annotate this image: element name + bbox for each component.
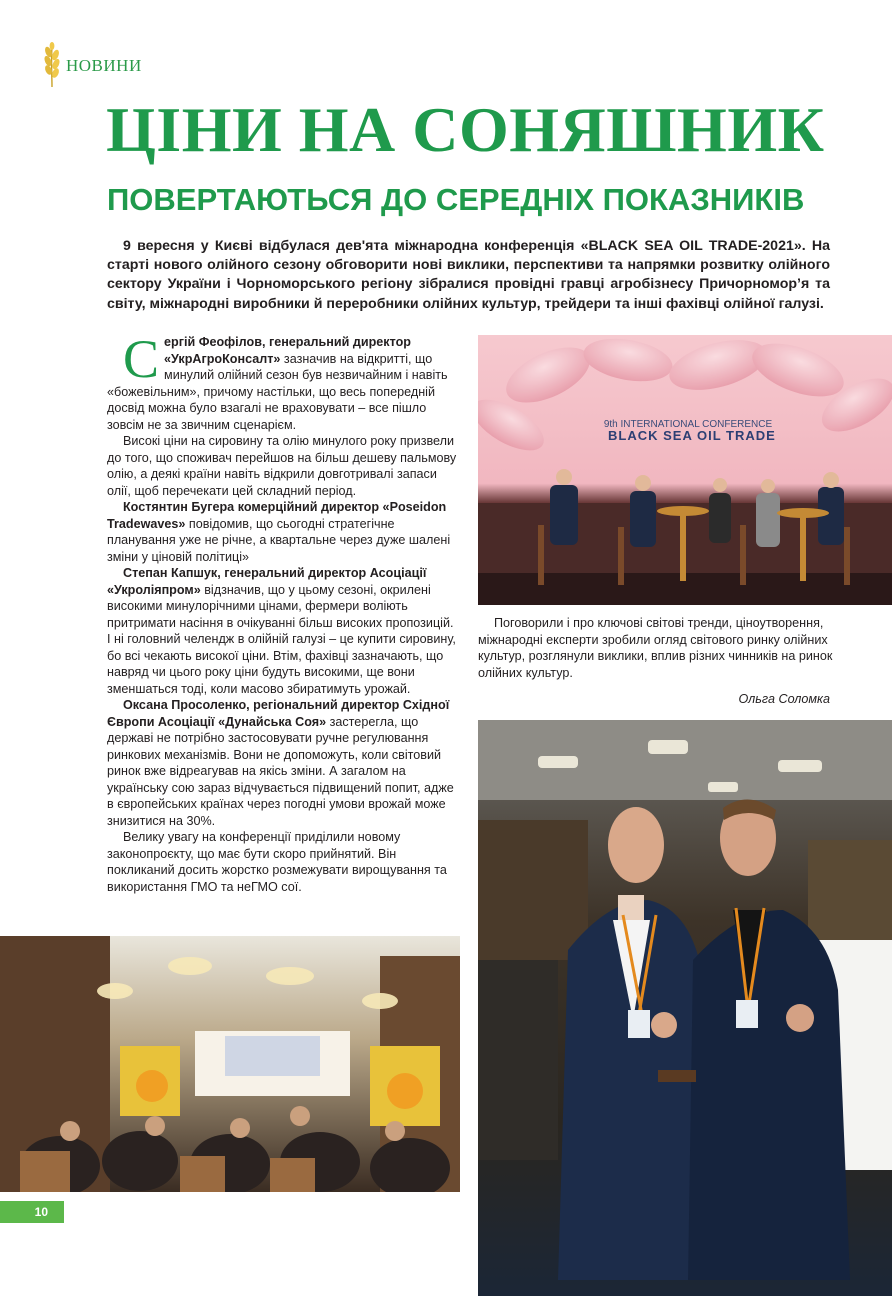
article-body: [107, 329, 460, 895]
banner-line-1: 9th INTERNATIONAL CONFERENCE: [603, 419, 773, 430]
photo-caption: [478, 615, 838, 681]
article-title: ЦІНИ НА СОНЯШНИК: [106, 94, 825, 165]
paragraph-text: повідомив, що сьогодні стратегічне планування уже не річне, а квартальне через дуже шалені зміни у ціновій політиці»: [107, 516, 451, 564]
body-paragraph-5: [107, 697, 460, 829]
section-tag: [40, 42, 142, 88]
lead-paragraph: 9 вересня у Києві відбулася дев'ята міжнародна конференція «BLACK SEA OIL TRADE-2021». На старті нового олійного сезону обговорити нові виклики, перспективи та напрямки розвитку олійного сектору України і Чорноморського регіону зібралися провідні гравці агробізнесу Причорномор’я та світу, міжнародні виробники й переробники олійних культур, трейдери та інші фахівці олійної галузі.: [107, 238, 830, 312]
banner-line-2: BLACK SEA OIL TRADE: [608, 428, 776, 443]
participants-photo: [478, 720, 892, 1296]
speaker-name: Костянтин Бугера комерційний директор «Poseidon Tradewaves»: [107, 500, 447, 531]
body-paragraph-1: [107, 329, 460, 433]
body-paragraph-3: [107, 499, 460, 565]
body-paragraph-4: [107, 565, 460, 697]
conference-stage-photo: [478, 335, 892, 605]
speaker-name: ергій Феофілов, генеральний директор «УкрАгроКонсалт»: [164, 335, 411, 366]
page-number: 10: [0, 1201, 64, 1223]
conference-hall-photo: [0, 936, 460, 1192]
speaker-name: Оксана Просоленко, регіональний директор Східної Європи Асоціації «Дунайська Соя»: [107, 698, 450, 729]
speaker-name: Степан Капшук, генеральний директор Асоціації «Укроліяпром»: [107, 566, 427, 597]
paragraph-text: зазначив на відкритті, що минулий олійний сезон був незвичайним і навіть «божевільним», причому настільки, що весь попередній досвід можна було взагалі не враховувати – все пішло зовсім не за звичним сценарієм.: [107, 351, 448, 432]
drop-cap: С: [123, 329, 160, 389]
wheat-ear-icon: [40, 42, 64, 88]
paragraph-text: відзначив, що у цьому сезоні, окрилені високими минулорічними цінами, фермери воліють притримати насіння в очікуванні більш високих пропозицій. І ні головний челендж в олійній галузі – це купити сировину, бо всі чекають високої ціни. Втім, фахівці зазначають, що навряд чи цього року ціни будуть високими, ще вони зменшаться тоді, коли масово збиратимуть урожай.: [107, 582, 456, 696]
paragraph-text: застерегла, що державі не потрібно застосовувати ручне регулювання ринкових механізмів. Вони не допоможуть, коли світовий ринок вже відреагував на якісь зміни. А загалом на українську сою зараз відчувається підвищений попит, адже в європейських країнах через погодні умови врожай може знизитися на 30%.: [107, 714, 454, 828]
article-lead: [107, 237, 830, 314]
caption-text: Поговорили і про ключові світові тренди, ціноутворення, міжнародні експерти зробили огляд світового ринку олійних культур, розглянули виклики, вплив різних чинників на ринок олійних культур.: [478, 616, 833, 680]
author-credit: Ольга Соломка: [738, 692, 830, 706]
body-paragraph-2: Високі ціни на сировину та олію минулого року призвели до того, що споживач перейшов на більш дешеву пальмову олію, а деякі країни навіть відкрили довготривалі запаси олії, щоб перечекати цей складний період.: [107, 434, 457, 498]
article-subtitle: ПОВЕРТАЮТЬСЯ ДО СЕРЕДНІХ ПОКАЗНИКІВ: [107, 182, 805, 217]
body-paragraph-6: Велику увагу на конференції приділили новому законопроєкту, що має бути скоро прийнятий. Він покликаний досить жорстко розмежувати вирощування та використання ГМО та неГМО сої.: [107, 830, 447, 894]
section-label: НОВИНИ: [66, 56, 142, 75]
